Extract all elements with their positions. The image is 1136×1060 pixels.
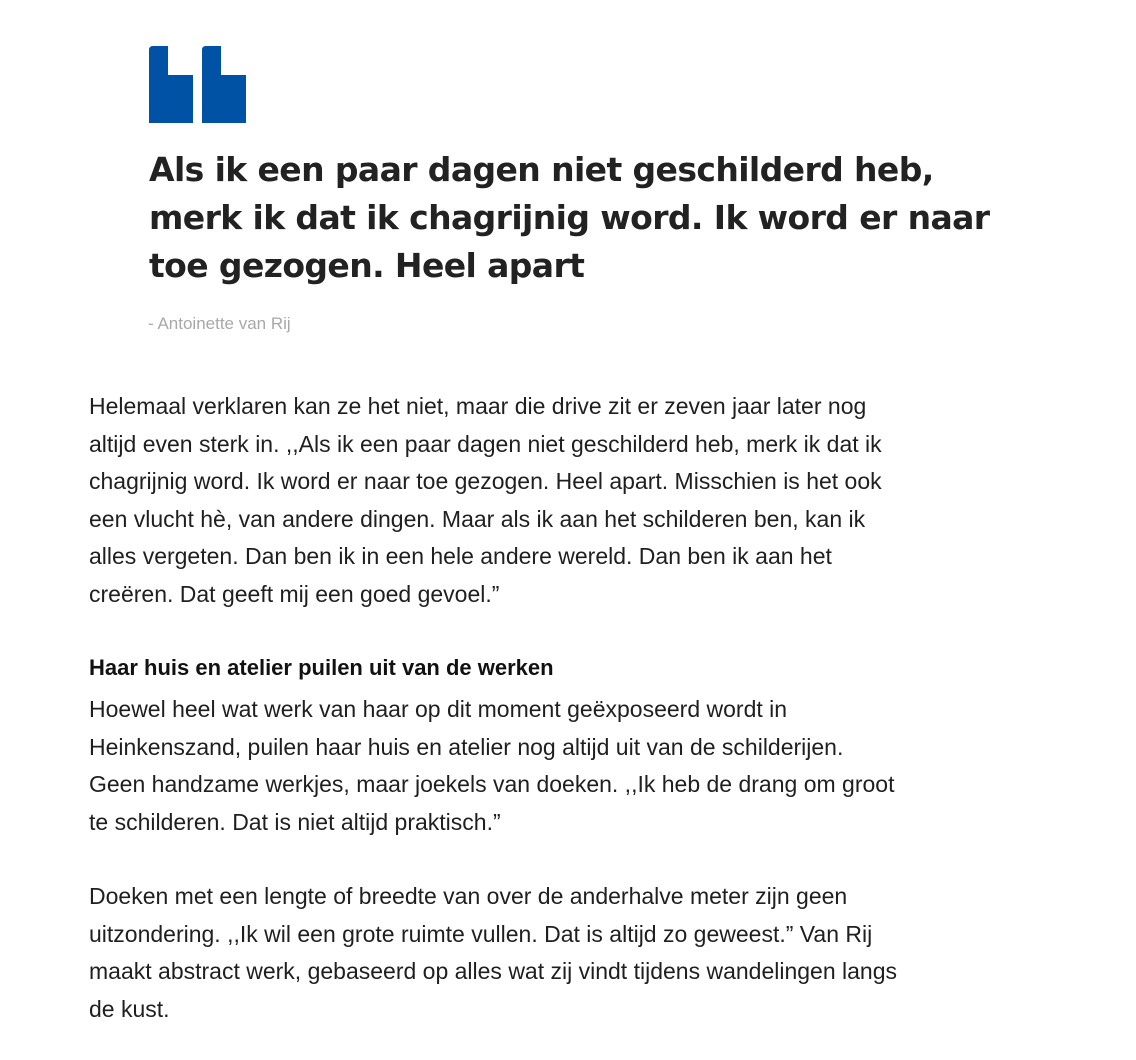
pull-quote-author: - Antoinette van Rij	[148, 314, 291, 333]
paragraph-line: creëren. Dat geeft mij een goed gevoel.”	[89, 580, 500, 607]
paragraph-line: Helemaal verklaren kan ze het niet, maar die drive zit er zeven jaar later nog	[89, 393, 867, 419]
article-subheading: Haar huis en atelier puilen uit van de werken	[89, 655, 554, 680]
paragraph-line: alles vergeten. Dan ben ik in een hele andere wereld. Dan ben ik aan het	[89, 543, 832, 569]
quote-mark-right	[202, 46, 246, 123]
paragraph-line: Heinkenszand, puilen haar huis en atelier nog altijd uit van de schilderijen.	[89, 733, 844, 760]
paragraph-line: uitzondering. ,,Ik wil een grote ruimte vullen. Dat is altijd zo geweest.” Van Rij	[89, 920, 873, 947]
quote-mark-left	[149, 46, 193, 123]
pull-quote-line: toe gezogen. Heel apart	[149, 246, 585, 285]
article-paragraph	[89, 691, 1049, 841]
article-paragraph	[89, 878, 1049, 1028]
article-paragraph	[89, 388, 1049, 613]
paragraph-line: te schilderen. Dat is niet altijd praktisch.”	[89, 808, 501, 835]
pull-quote-line: Als ik een paar dagen niet geschilderd heb,	[149, 150, 934, 189]
paragraph-line: Hoewel heel wat werk van haar op dit moment geëxposeerd wordt in	[89, 696, 788, 722]
paragraph-line: Geen handzame werkjes, maar joekels van doeken. ,,Ik heb de drang om groot	[89, 771, 895, 797]
paragraph-line: de kust.	[89, 995, 170, 1022]
paragraph-line: een vlucht hè, van andere dingen. Maar als ik aan het schilderen ben, kan ik	[89, 505, 866, 532]
paragraph-line: chagrijnig word. Ik word er naar toe gezogen. Heel apart. Misschien is het ook	[89, 468, 882, 494]
paragraph-line: Doeken met een lengte of breedte van over de anderhalve meter zijn geen	[89, 883, 848, 909]
quote-mark-icon	[149, 46, 246, 123]
quote-block	[149, 46, 1049, 123]
paragraph-line: maakt abstract werk, gebaseerd op alles wat zij vindt tijdens wandelingen langs	[89, 958, 897, 984]
pull-quote-text	[149, 146, 1049, 290]
paragraph-line: altijd even sterk in. ,,Als ik een paar dagen niet geschilderd heb, merk ik dat ik	[89, 430, 882, 457]
pull-quote-line: merk ik dat ik chagrijnig word. Ik word er naar	[149, 198, 990, 237]
